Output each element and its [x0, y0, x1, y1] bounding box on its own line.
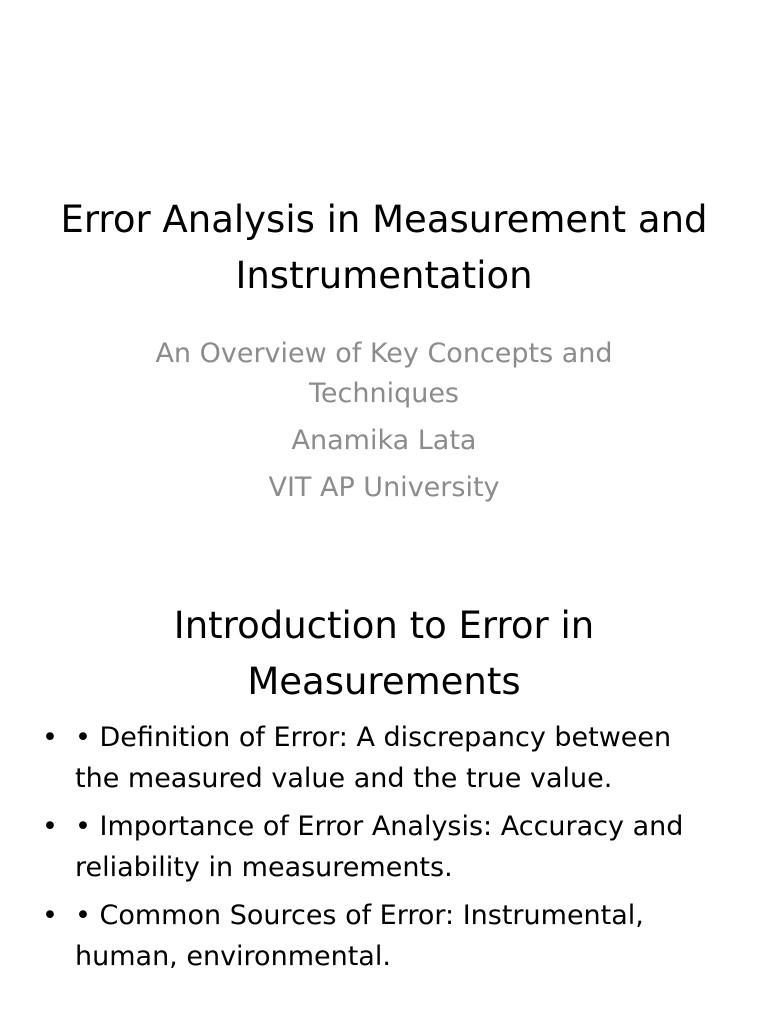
subtitle-block [80, 334, 688, 515]
bullet-icon: • [42, 900, 58, 931]
introduction-slide [0, 576, 768, 1024]
list-item [42, 895, 722, 977]
bullet-text: • Importance of Error Analysis: Accuracy and reliability in measurements. [75, 811, 684, 883]
slide-title: Introduction to Error in Measurements [173, 604, 595, 703]
presentation-title: Error Analysis in Measurement and Instrumentation [60, 198, 708, 297]
bullet-list [42, 717, 722, 984]
author-name: Anamika Lata [291, 425, 477, 456]
bullet-text: • Definition of Error: A discrepancy between the measured value and the true value. [75, 722, 672, 794]
list-item [42, 806, 722, 888]
list-item [42, 717, 722, 799]
bullet-icon: • [42, 722, 58, 753]
subtitle-line: An Overview of Key Concepts and Techniques [155, 338, 613, 409]
bullet-icon: • [42, 811, 58, 842]
bullet-text: • Common Sources of Error: Instrumental, human, environmental. [75, 900, 644, 972]
institution-name: VIT AP University [268, 472, 500, 503]
